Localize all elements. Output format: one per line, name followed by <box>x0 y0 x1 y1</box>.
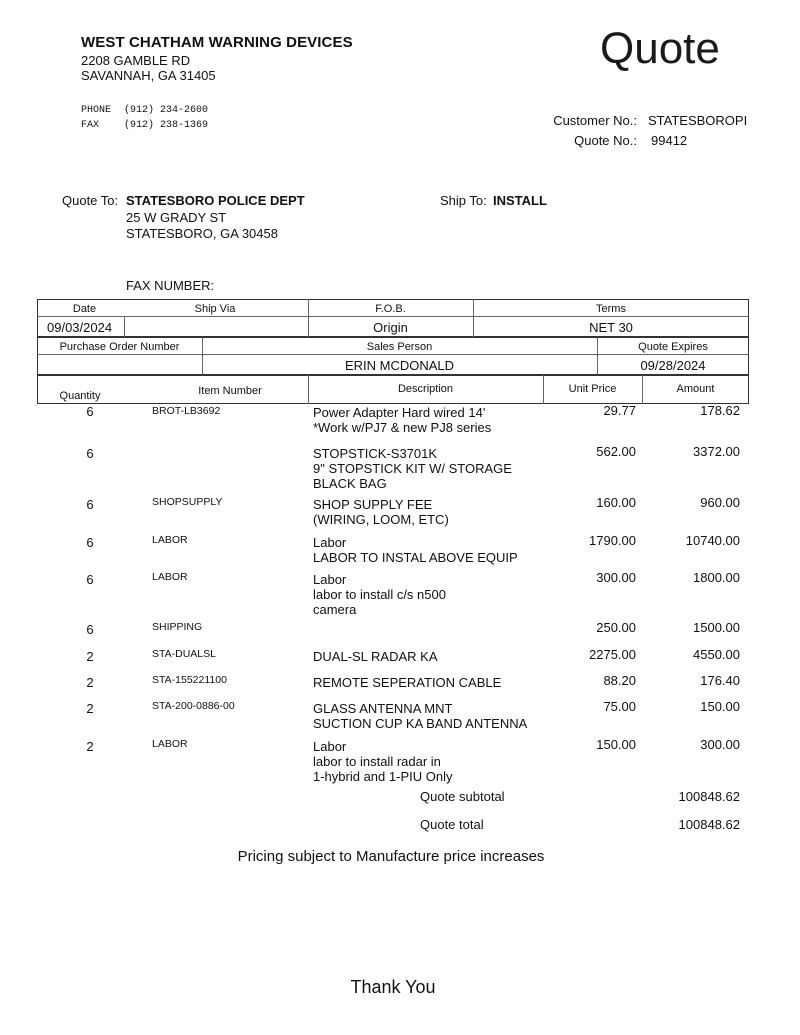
line-amount: 150.00 <box>700 699 740 714</box>
line-item-number: STA-200-0886-00 <box>152 700 235 712</box>
line-amount: 178.62 <box>700 403 740 418</box>
subtotal-label: Quote subtotal <box>420 789 505 804</box>
line-description: BLACK BAG <box>313 476 387 491</box>
line-description: Labor <box>313 572 347 587</box>
line-description: Labor <box>313 535 347 550</box>
line-unit-price: 29.77 <box>603 403 636 418</box>
quote-to-name: STATESBORO POLICE DEPT <box>126 193 305 208</box>
line-item-number: LABOR <box>152 571 188 583</box>
line-description: Labor <box>313 739 347 754</box>
line-unit-price: 2275.00 <box>589 647 636 662</box>
line-quantity: 6 <box>86 497 94 512</box>
customer-no-label: Customer No.: <box>553 113 637 128</box>
total-value: 100848.62 <box>678 817 740 832</box>
line-description: 9" STOPSTICK KIT W/ STORAGE <box>313 461 512 476</box>
line-quantity: 2 <box>86 649 94 664</box>
po-number-header: Purchase Order Number <box>59 341 180 353</box>
ship-via-header: Ship Via <box>194 303 236 315</box>
customer-no-value: STATESBOROPI <box>648 113 748 128</box>
line-unit-price: 250.00 <box>596 620 636 635</box>
ship-to-value: INSTALL <box>493 193 547 208</box>
date-value: 09/03/2024 <box>47 320 113 335</box>
line-item-number: LABOR <box>152 534 188 546</box>
line-unit-price: 88.20 <box>603 673 636 688</box>
line-description: Power Adapter Hard wired 14' <box>313 405 486 420</box>
line-description: DUAL-SL RADAR KA <box>313 649 438 664</box>
subtotal-value: 100848.62 <box>678 789 740 804</box>
line-description: 1-hybrid and 1-PIU Only <box>313 769 453 784</box>
line-description: (WIRING, LOOM, ETC) <box>313 512 449 527</box>
line-description: labor to install c/s n500 <box>313 587 446 602</box>
line-description: REMOTE SEPERATION CABLE <box>313 675 502 690</box>
fax-number-label: FAX NUMBER: <box>126 278 215 293</box>
date-header: Date <box>72 303 97 315</box>
line-amount: 4550.00 <box>693 647 740 662</box>
sales-person-value: ERIN MCDONALD <box>344 358 455 373</box>
item-number-header: Item Number <box>198 385 262 397</box>
document-title: Quote <box>600 24 720 73</box>
thank-you: Thank You <box>350 977 436 997</box>
line-unit-price: 300.00 <box>596 570 636 585</box>
fax-label: FAX <box>81 120 100 131</box>
quote-expires-value: 09/28/2024 <box>640 358 706 373</box>
company-address-line2: SAVANNAH, GA 31405 <box>81 68 216 83</box>
company-name: WEST CHATHAM WARNING DEVICES <box>81 34 353 51</box>
pricing-note: Pricing subject to Manufacture price increases <box>237 848 545 865</box>
quantity-header: Quantity <box>59 390 101 402</box>
line-description: GLASS ANTENNA MNT <box>313 701 453 716</box>
total-label: Quote total <box>420 817 484 832</box>
line-unit-price: 562.00 <box>596 444 636 459</box>
line-quantity: 6 <box>86 622 94 637</box>
unit-price-header: Unit Price <box>568 383 617 395</box>
quote-no-label: Quote No.: <box>574 133 637 148</box>
terms-value: NET 30 <box>589 320 633 335</box>
line-quantity: 6 <box>86 404 94 419</box>
fob-header: F.O.B. <box>375 303 406 315</box>
line-description: SUCTION CUP KA BAND ANTENNA <box>313 716 528 731</box>
terms-header: Terms <box>596 303 626 315</box>
sales-person-header: Sales Person <box>366 341 433 353</box>
line-description: labor to install radar in <box>313 754 441 769</box>
line-amount: 300.00 <box>700 737 740 752</box>
line-description: STOPSTICK-S3701K <box>313 446 438 461</box>
quote-no-value: 99412 <box>651 133 688 148</box>
line-item-number: SHOPSUPPLY <box>152 496 223 508</box>
line-item-number: STA-DUALSL <box>152 648 216 660</box>
line-quantity: 2 <box>86 701 94 716</box>
line-quantity: 2 <box>86 675 94 690</box>
line-unit-price: 150.00 <box>596 737 636 752</box>
quote-to-address2: STATESBORO, GA 30458 <box>126 226 278 241</box>
phone-number: (912) 234-2600 <box>124 105 209 116</box>
amount-header: Amount <box>676 383 715 395</box>
description-header: Description <box>397 383 454 395</box>
line-amount: 960.00 <box>700 495 740 510</box>
line-unit-price: 75.00 <box>603 699 636 714</box>
line-item-number: BROT-LB3692 <box>152 405 221 417</box>
line-description: camera <box>313 602 357 617</box>
line-description: SHOP SUPPLY FEE <box>313 497 433 512</box>
line-amount: 3372.00 <box>693 444 740 459</box>
line-amount: 1800.00 <box>693 570 740 585</box>
line-item-number: SHIPPING <box>152 621 203 633</box>
line-amount: 1500.00 <box>693 620 740 635</box>
fob-value: Origin <box>373 320 408 335</box>
line-amount: 176.40 <box>700 673 740 688</box>
company-address-line1: 2208 GAMBLE RD <box>81 53 191 68</box>
line-amount: 10740.00 <box>685 533 740 548</box>
line-quantity: 6 <box>86 572 94 587</box>
fax-number: (912) 238-1369 <box>124 120 209 131</box>
quote-to-address1: 25 W GRADY ST <box>126 210 227 225</box>
quote-expires-header: Quote Expires <box>638 341 708 353</box>
line-quantity: 6 <box>86 446 94 461</box>
line-quantity: 2 <box>86 739 94 754</box>
phone-label: PHONE <box>81 105 112 116</box>
line-unit-price: 160.00 <box>596 495 636 510</box>
line-unit-price: 1790.00 <box>589 533 636 548</box>
line-item-number: LABOR <box>152 738 188 750</box>
quote-to-label: Quote To: <box>62 193 119 208</box>
line-description: LABOR TO INSTAL ABOVE EQUIP <box>313 550 518 565</box>
line-item-number: STA-155221100 <box>152 674 227 686</box>
line-quantity: 6 <box>86 535 94 550</box>
line-description: *Work w/PJ7 & new PJ8 series <box>313 420 492 435</box>
ship-to-label: Ship To: <box>440 193 487 208</box>
